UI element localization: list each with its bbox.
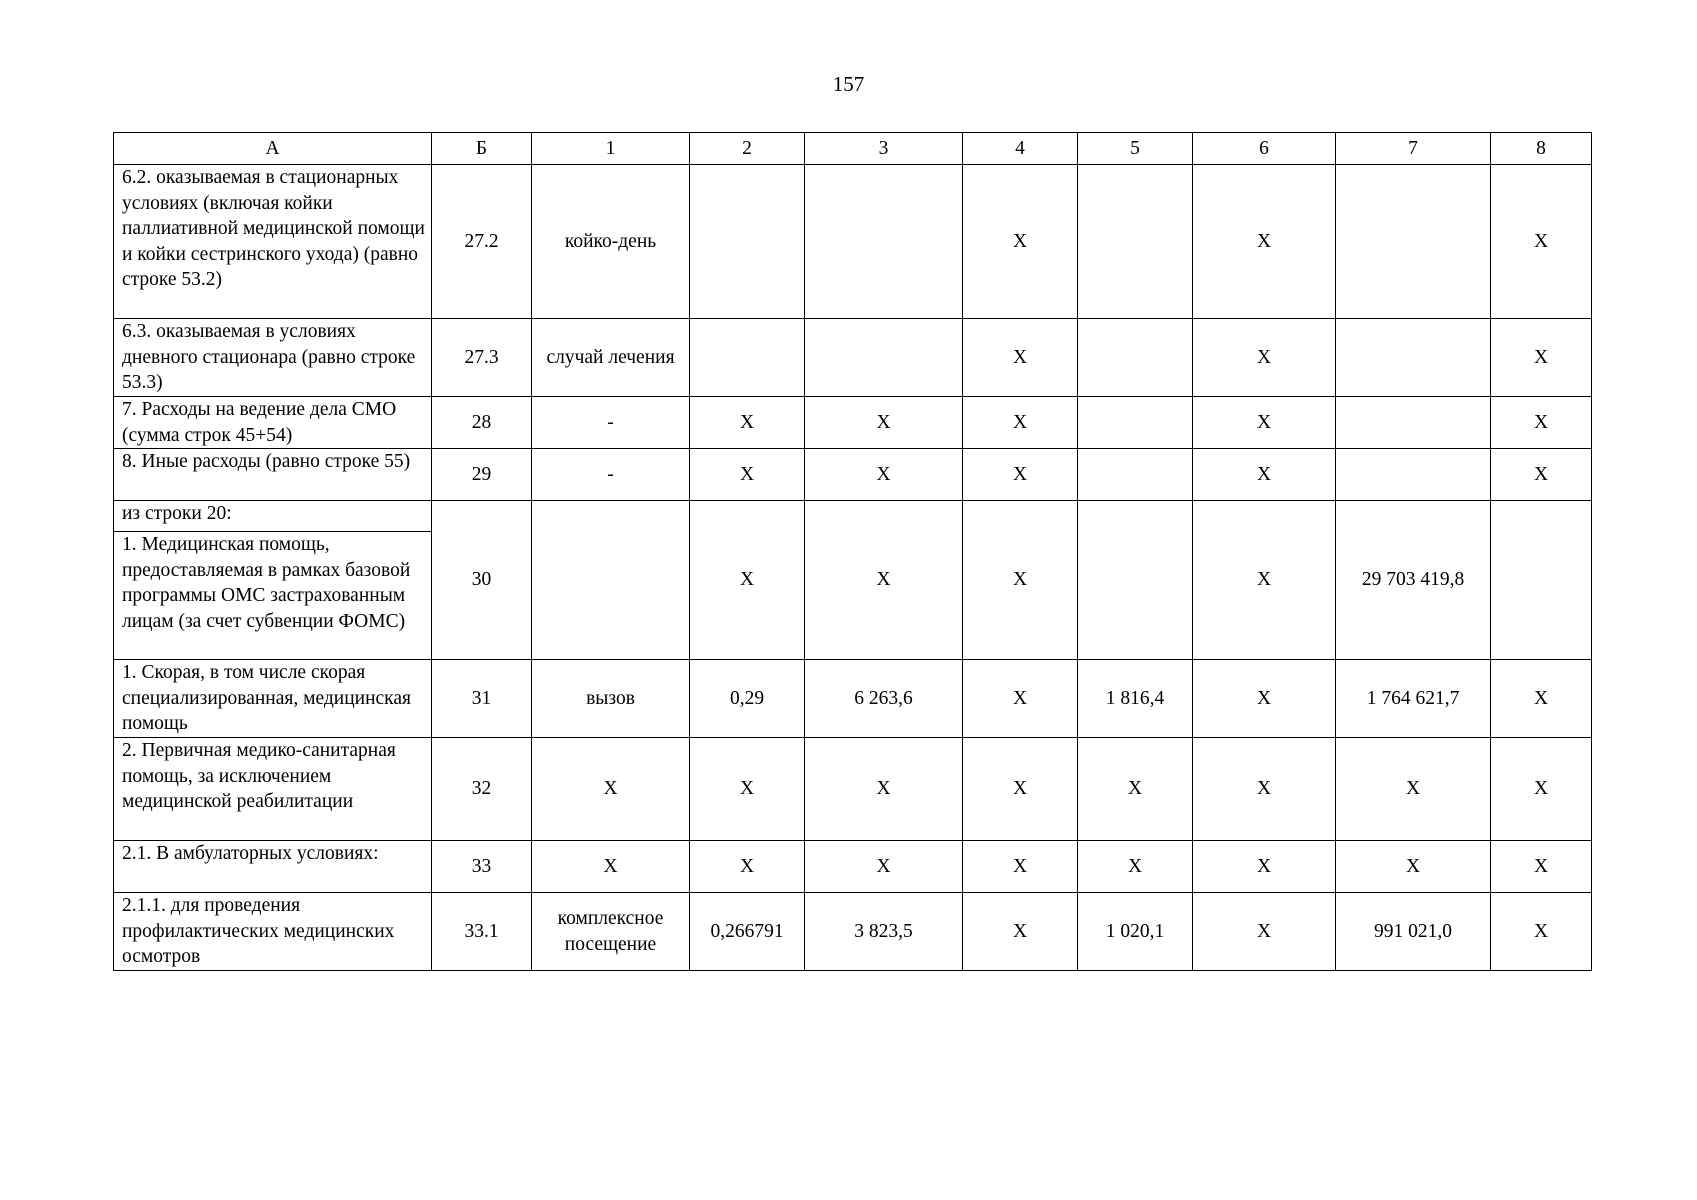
header-cell-1: 1	[532, 133, 690, 165]
cell-col-4: X	[963, 893, 1078, 971]
cell-col-1	[532, 501, 690, 660]
row-description: 8. Иные расходы (равно строке 55)	[114, 449, 432, 501]
table-row	[114, 893, 1592, 971]
cell-col-2: X	[690, 841, 805, 893]
cell-col-7: 29 703 419,8	[1336, 501, 1491, 660]
cell-col-5	[1078, 319, 1193, 397]
cell-col-2: 0,29	[690, 660, 805, 738]
header-cell-7: 7	[1336, 133, 1491, 165]
cell-col-5: 1 816,4	[1078, 660, 1193, 738]
cell-col-6: X	[1193, 449, 1336, 501]
cell-col-8: X	[1491, 841, 1592, 893]
row-description: 7. Расходы на ведение дела СМО (сумма строк 45+54)	[114, 397, 432, 449]
cell-col-3: 3 823,5	[805, 893, 963, 971]
table-row	[114, 165, 1592, 319]
cell-col-3: X	[805, 738, 963, 841]
row-code: 33	[432, 841, 532, 893]
cell-col-1: вызов	[532, 660, 690, 738]
header-cell-5: 5	[1078, 133, 1193, 165]
cell-col-1: койко-день	[532, 165, 690, 319]
cell-col-6: X	[1193, 893, 1336, 971]
table-row	[114, 449, 1592, 501]
table-row	[114, 501, 1592, 532]
cell-col-3: 6 263,6	[805, 660, 963, 738]
row-description-section: из строки 20:	[114, 501, 432, 532]
cell-col-2	[690, 165, 805, 319]
cell-col-8: X	[1491, 449, 1592, 501]
table-row	[114, 738, 1592, 841]
header-cell-4: 4	[963, 133, 1078, 165]
cell-col-6: X	[1193, 397, 1336, 449]
cell-col-1: случай лечения	[532, 319, 690, 397]
cell-col-4: X	[963, 449, 1078, 501]
cell-col-4: X	[963, 165, 1078, 319]
cell-col-4: X	[963, 501, 1078, 660]
table-row	[114, 841, 1592, 893]
row-description: 2.1.1. для проведения профилактических медицинских осмотров	[114, 893, 432, 971]
cell-col-3	[805, 165, 963, 319]
cell-col-2: 0,266791	[690, 893, 805, 971]
cell-col-6: X	[1193, 319, 1336, 397]
cell-col-1: X	[532, 738, 690, 841]
cell-col-8: X	[1491, 165, 1592, 319]
row-code: 29	[432, 449, 532, 501]
cell-col-3: X	[805, 449, 963, 501]
cell-col-2: X	[690, 397, 805, 449]
cell-col-7: 991 021,0	[1336, 893, 1491, 971]
cell-col-2: X	[690, 449, 805, 501]
row-description: 6.2. оказываемая в стационарных условиях (включая койки паллиативной медицинской помощи и койки сестринского ухода) (равно строке 53.2)	[114, 165, 432, 319]
page-number: 157	[832, 72, 865, 96]
header-cell-3: 3	[805, 133, 963, 165]
row-description: 6.3. оказываемая в условиях дневного стационара (равно строке 53.3)	[114, 319, 432, 397]
cell-col-4: X	[963, 738, 1078, 841]
row-code: 28	[432, 397, 532, 449]
cell-col-1: комплексное посещение	[532, 893, 690, 971]
row-description: 1. Медицинская помощь, предоставляемая в рамках базовой программы ОМС застрахованным лицам (за счет субвенции ФОМС)	[114, 532, 432, 660]
cell-col-1: -	[532, 449, 690, 501]
header-cell-8: 8	[1491, 133, 1592, 165]
cell-col-7: X	[1336, 841, 1491, 893]
cell-col-5	[1078, 165, 1193, 319]
cell-col-4: X	[963, 660, 1078, 738]
cell-col-6: X	[1193, 165, 1336, 319]
cell-col-7	[1336, 319, 1491, 397]
cell-col-7: X	[1336, 738, 1491, 841]
cell-col-7: 1 764 621,7	[1336, 660, 1491, 738]
cell-col-8: X	[1491, 893, 1592, 971]
cell-col-4: X	[963, 841, 1078, 893]
header-cell-6: 6	[1193, 133, 1336, 165]
header-cell-2: 2	[690, 133, 805, 165]
cell-col-8: X	[1491, 319, 1592, 397]
cell-col-7	[1336, 449, 1491, 501]
row-description: 2. Первичная медико-санитарная помощь, за исключением медицинской реабилитации	[114, 738, 432, 841]
cell-col-7	[1336, 397, 1491, 449]
row-description: 1. Скорая, в том числе скорая специализированная, медицинская помощь	[114, 660, 432, 738]
cell-col-6: X	[1193, 501, 1336, 660]
cell-col-2	[690, 319, 805, 397]
cell-col-3	[805, 319, 963, 397]
row-code: 27.3	[432, 319, 532, 397]
cell-col-8: X	[1491, 397, 1592, 449]
table-row	[114, 660, 1592, 738]
cell-col-2: X	[690, 738, 805, 841]
header-cell-b: Б	[432, 133, 532, 165]
row-code: 31	[432, 660, 532, 738]
cell-col-3: X	[805, 397, 963, 449]
cell-col-2: X	[690, 501, 805, 660]
cell-col-3: X	[805, 841, 963, 893]
data-table	[113, 132, 1592, 971]
cell-col-8	[1491, 501, 1592, 660]
row-code: 32	[432, 738, 532, 841]
row-description: 2.1. В амбулаторных условиях:	[114, 841, 432, 893]
row-code: 33.1	[432, 893, 532, 971]
cell-col-1: X	[532, 841, 690, 893]
row-code: 30	[432, 501, 532, 660]
cell-col-8: X	[1491, 660, 1592, 738]
cell-col-5	[1078, 449, 1193, 501]
cell-col-4: X	[963, 319, 1078, 397]
table-row	[114, 397, 1592, 449]
table-row	[114, 319, 1592, 397]
cell-col-4: X	[963, 397, 1078, 449]
cell-col-3: X	[805, 501, 963, 660]
cell-col-5	[1078, 501, 1193, 660]
cell-col-5: X	[1078, 738, 1193, 841]
cell-col-5: X	[1078, 841, 1193, 893]
cell-col-6: X	[1193, 841, 1336, 893]
cell-col-6: X	[1193, 660, 1336, 738]
header-row	[114, 133, 1592, 165]
cell-col-7	[1336, 165, 1491, 319]
cell-col-8: X	[1491, 738, 1592, 841]
cell-col-6: X	[1193, 738, 1336, 841]
header-cell-a: А	[114, 133, 432, 165]
row-code: 27.2	[432, 165, 532, 319]
cell-col-1: -	[532, 397, 690, 449]
cell-col-5: 1 020,1	[1078, 893, 1193, 971]
cell-col-5	[1078, 397, 1193, 449]
